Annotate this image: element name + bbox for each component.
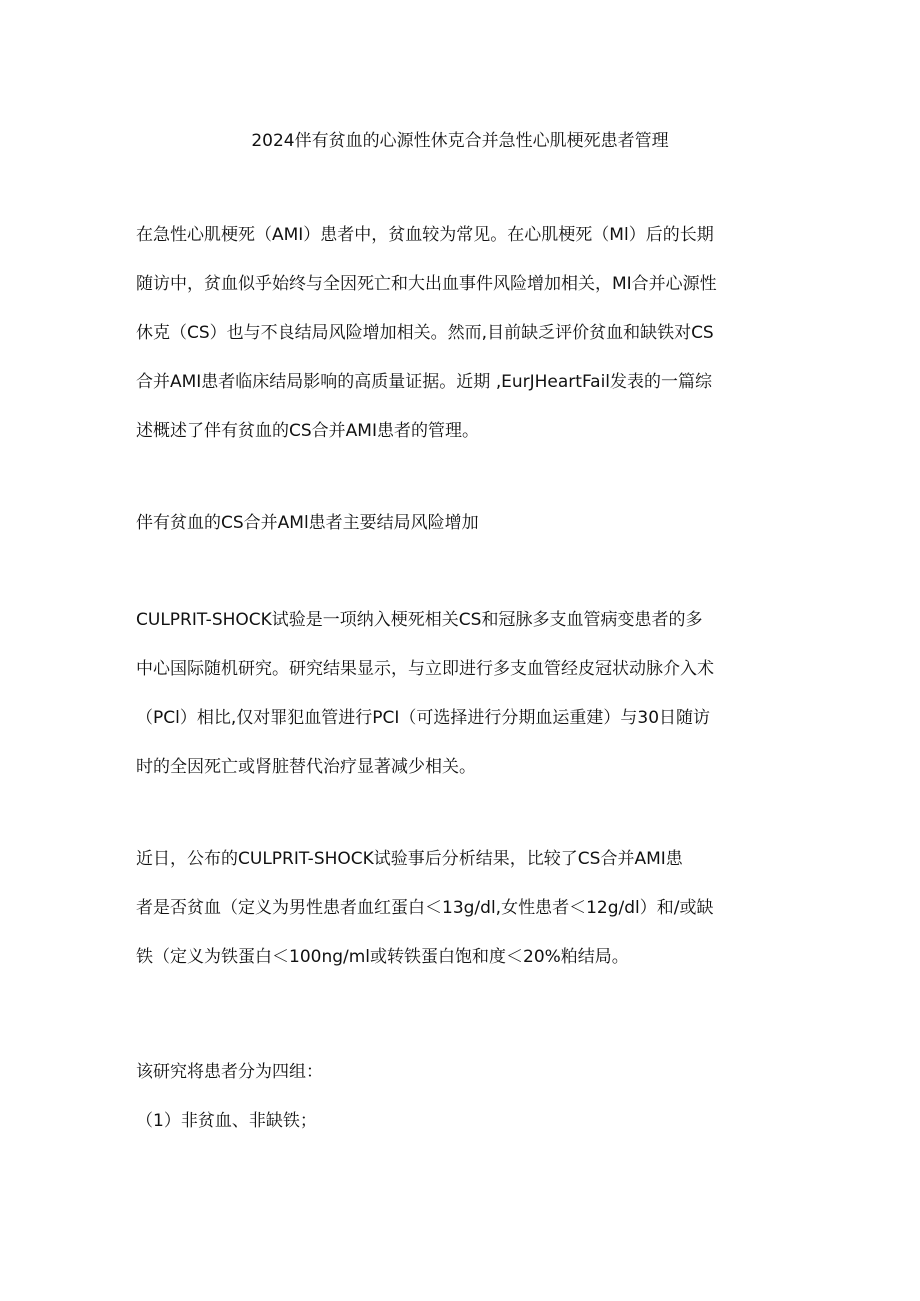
document-title: 2024伴有贫血的心源性休克合并急性心肌梗死患者管理: [251, 131, 669, 151]
groups-intro-paragraph: [136, 1048, 786, 1097]
intro-line-4: 合并AMI患者临床结局影响的高质量证据。近期 ‚EurJHeartFail发表的一篇综: [136, 372, 713, 392]
intro-line-5: 述概述了伴有贫血的CS合并AMI患者的管理。: [136, 421, 479, 441]
intro-paragraph: [136, 211, 786, 456]
section-heading-text: 伴有贫血的CS合并AMl患者主要结局风险增加: [136, 513, 479, 533]
section-heading: [136, 499, 786, 548]
posthoc-line-2: 者是否贫血（定义为男性患者血红蛋白＜13g∕dl,女性患者＜12g∕dl）和/或缺: [136, 898, 714, 918]
group-1-text: （1）非贫血、非缺铁；: [136, 1111, 317, 1131]
culprit-line-2: 中心国际随机研究。研究结果显示，与立即进行多支血管经皮冠状动脉介入术: [136, 659, 714, 679]
intro-line-2: 随访中，贫血似乎始终与全因死亡和大出血事件风险增加相关，MI合并心源性: [136, 274, 717, 294]
intro-line-1: 在急性心肌梗死（AMI）患者中，贫血较为常见。在心肌梗死（Ml）后的长期: [136, 225, 714, 245]
groups-intro-text: 该研究将患者分为四组：: [136, 1062, 323, 1082]
intro-line-3: 休克（CS）也与不良结局风险增加相关。然而,目前缺乏评价贫血和缺铁对CS: [136, 323, 714, 343]
culprit-line-3: （PCl）相比,仅对罪犯血管进行PCI（可选择进行分期血运重建）与30日随访: [136, 708, 711, 728]
posthoc-line-3: 铁（定义为铁蛋白＜100ng∕ml或转铁蛋白饱和度＜20%粕结局。: [136, 947, 629, 967]
group-1-paragraph: [136, 1097, 786, 1146]
culprit-line-1: CULPRIT-SHOCK试验是一项纳入梗死相关CS和冠脉多支血管病变患者的多: [136, 610, 703, 630]
culprit-line-4: 时的全因死亡或肾脏替代治疗显著减少相关。: [136, 757, 476, 777]
culprit-paragraph: [136, 596, 786, 792]
posthoc-line-1: 近日，公布的CULPRIT-SHOCK试验事后分析结果，比较了CS合并AMI患: [136, 849, 683, 869]
posthoc-paragraph: [136, 835, 786, 982]
